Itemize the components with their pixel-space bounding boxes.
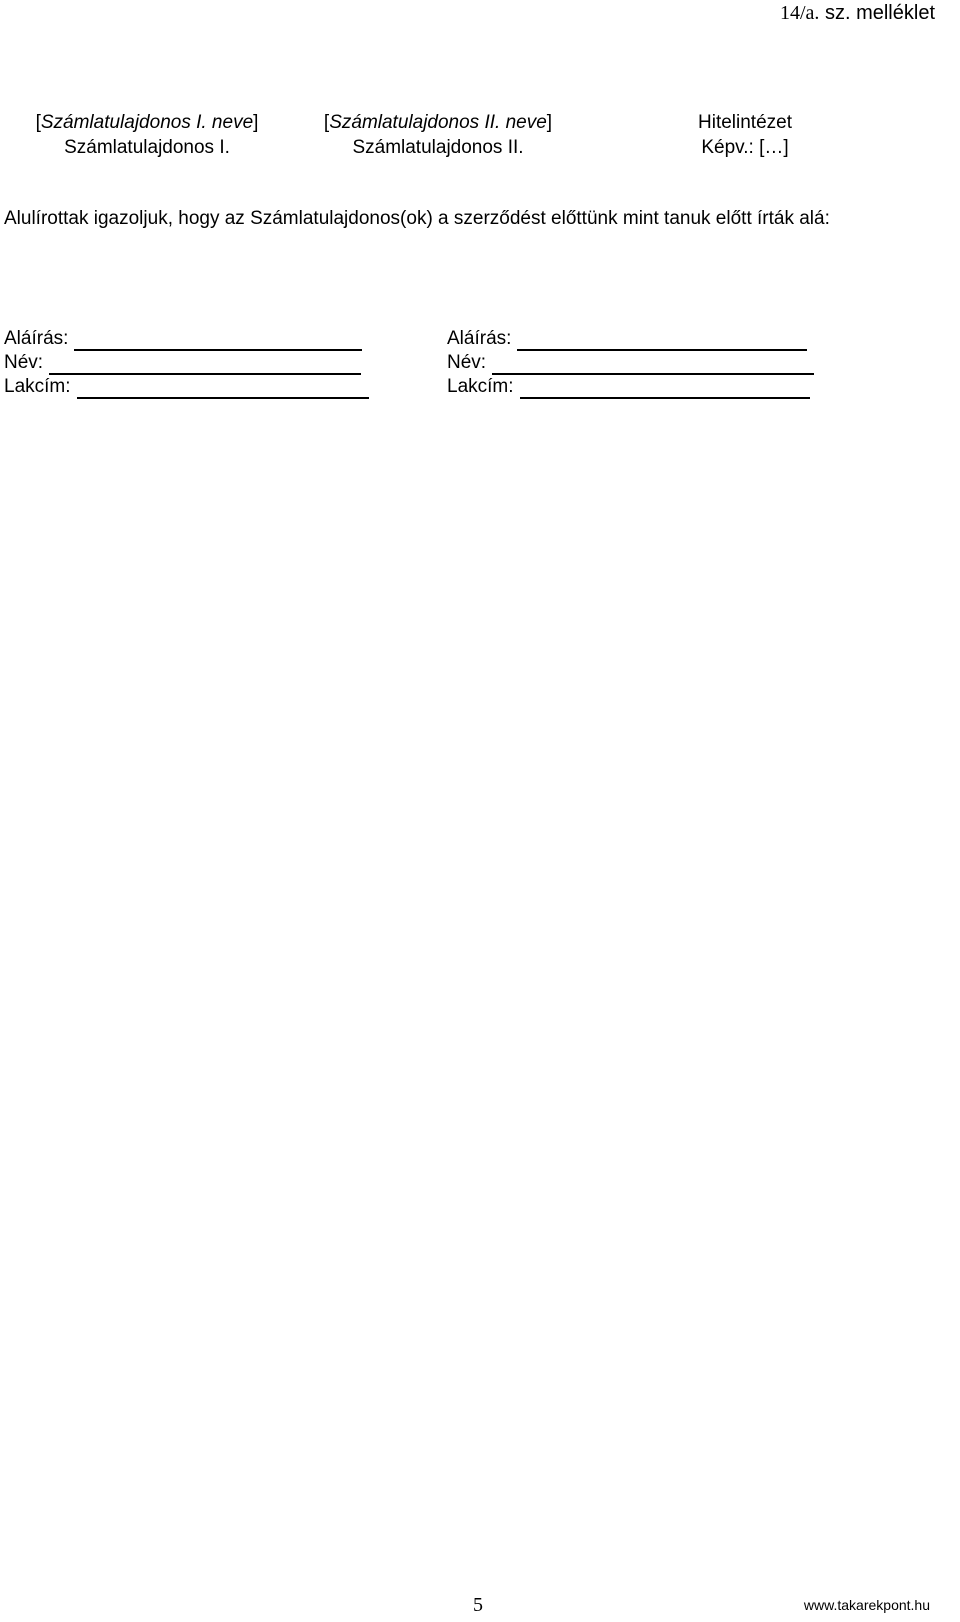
witness-1-address-line[interactable]	[77, 379, 369, 399]
witness-1-signature-label: Aláírás:	[4, 328, 69, 349]
signatory-2-name-placeholder: Számlatulajdonos II. neve	[329, 112, 547, 133]
signatory-2-role: Számlatulajdonos II.	[352, 137, 524, 158]
witness-1-name-label: Név:	[4, 352, 44, 373]
witness-1-name-line[interactable]	[49, 355, 361, 375]
witness-2-signature-row	[447, 327, 814, 351]
signatory-bank-name: Hitelintézet	[698, 112, 792, 133]
witness-2-name-label: Név:	[447, 352, 487, 373]
signatory-bank	[652, 110, 838, 160]
annex-number: 14/a.	[779, 2, 820, 24]
page-number: 5	[473, 1594, 483, 1616]
signatory-2-name: [Számlatulajdonos II. neve]	[323, 112, 553, 133]
witness-1-name-row	[4, 351, 369, 375]
witness-1-block	[4, 327, 369, 399]
witness-2-block	[447, 327, 814, 399]
signatory-2	[304, 110, 572, 160]
witness-2-address-row	[447, 375, 814, 399]
witness-2-address-label: Lakcím:	[447, 376, 514, 397]
signatory-1-role: Számlatulajdonos I.	[64, 137, 230, 158]
witness-1-signature-row	[4, 327, 369, 351]
witness-1-address-row	[4, 375, 369, 399]
witness-2-signature-label: Aláírás:	[447, 328, 512, 349]
annex-label	[780, 2, 935, 25]
footer-website: www.takarekpont.hu	[803, 1597, 930, 1613]
signatory-1	[12, 110, 282, 160]
witness-2-name-line[interactable]	[492, 355, 814, 375]
witness-1-signature-line[interactable]	[74, 331, 362, 351]
signatory-bank-role: Képv.: […]	[701, 137, 789, 158]
signatory-1-name: [Számlatulajdonos I. neve]	[35, 112, 259, 133]
annex-text: sz. melléklet	[824, 2, 935, 24]
witness-2-address-line[interactable]	[520, 379, 810, 399]
signatory-1-name-placeholder: Számlatulajdonos I. neve	[40, 112, 254, 133]
witness-2-signature-line[interactable]	[517, 331, 807, 351]
witness-statement: Alulírottak igazoljuk, hogy az Számlatulajdonos(ok) a szerződést előttünk mint tanuk előtt írták alá:	[4, 208, 830, 229]
witness-1-address-label: Lakcím:	[4, 376, 71, 397]
witness-2-name-row	[447, 351, 814, 375]
